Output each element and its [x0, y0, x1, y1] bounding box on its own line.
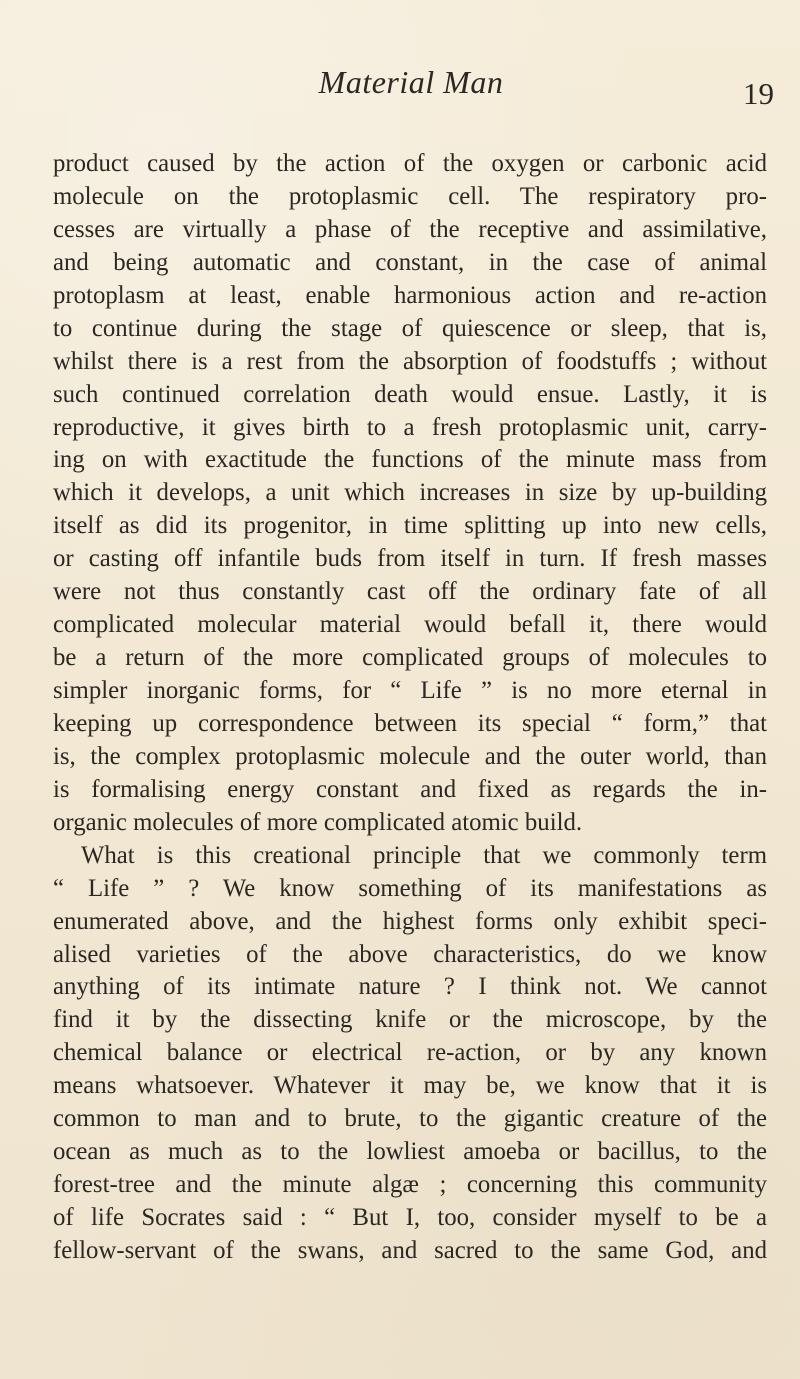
text-line: and being automatic and constant, in the case of animal [53, 248, 767, 276]
text-line: reproductive, it gives birth to a fresh protoplasmic unit, carry- [53, 413, 767, 441]
text-line: which it develops, a unit which increases in size by up-building [53, 479, 767, 507]
text-line: anything of its intimate nature ? I think not. We cannot [53, 973, 767, 1001]
text-line: of life Socrates said : “ But I, too, consider myself to be a [53, 1204, 767, 1231]
text-line: whilst there is a rest from the absorption of foodstuffs ; without [53, 347, 767, 375]
text-line: simpler inorganic forms, for “ Life ” is no more eternal in [53, 677, 767, 704]
text-line: is formalising energy constant and fixed as regards the in- [53, 775, 767, 803]
text-line: were not thus constantly cast off the ordinary fate of all [53, 578, 767, 606]
text-line: molecule on the protoplasmic cell. The respiratory pro- [53, 182, 767, 210]
text-line: “ Life ” ? We know something of its manifestations as [53, 874, 767, 902]
text-line: itself as did its progenitor, in time splitting up into new cells, [53, 512, 767, 540]
text-line: or casting off infantile buds from itself in turn. If fresh masses [53, 545, 767, 573]
text-line: ing on with exactitude the functions of the minute mass from [53, 446, 767, 474]
text-line: product caused by the action of the oxygen or carbonic acid [53, 150, 767, 177]
text-line: common to man and to brute, to the gigantic creature of the [53, 1105, 767, 1133]
text-line: protoplasm at least, enable harmonious action and re-action [53, 281, 767, 309]
text-line: ocean as much as to the lowliest amoeba or bacillus, to the [53, 1138, 767, 1166]
text-line: such continued correlation death would ensue. Lastly, it is [53, 380, 767, 408]
text-line: organic molecules of more complicated atomic build. [53, 808, 583, 836]
text-line: complicated molecular material would befall it, there would [53, 611, 767, 639]
text-line: find it by the dissecting knife or the microscope, by the [53, 1006, 767, 1034]
text-line: alised varieties of the above characteristics, do we know [53, 940, 767, 968]
text-line: enumerated above, and the highest forms only exhibit speci- [53, 907, 767, 935]
text-line: fellow-servant of the swans, and sacred to the same God, and [53, 1236, 767, 1264]
running-title: Material Man [318, 64, 504, 100]
text-line: chemical balance or electrical re-action, or by any known [53, 1039, 767, 1067]
text-line: means whatsoever. Whatever it may be, we know that it is [53, 1072, 767, 1100]
body-text [53, 148, 767, 1268]
text-line: cesses are virtually a phase of the receptive and assimilative, [53, 215, 767, 243]
text-line: be a return of the more complicated groups of molecules to [53, 644, 767, 672]
page-number: 19 [743, 76, 774, 111]
text-line: forest-tree and the minute algæ ; concerning this community [53, 1171, 767, 1199]
text-line: is, the complex protoplasmic molecule and the outer world, than [53, 742, 767, 770]
text-line: keeping up correspondence between its special “ form,” that [53, 709, 767, 737]
text-line: What is this creational principle that we commonly term [81, 841, 767, 869]
text-line: to continue during the stage of quiescence or sleep, that is, [53, 314, 767, 342]
